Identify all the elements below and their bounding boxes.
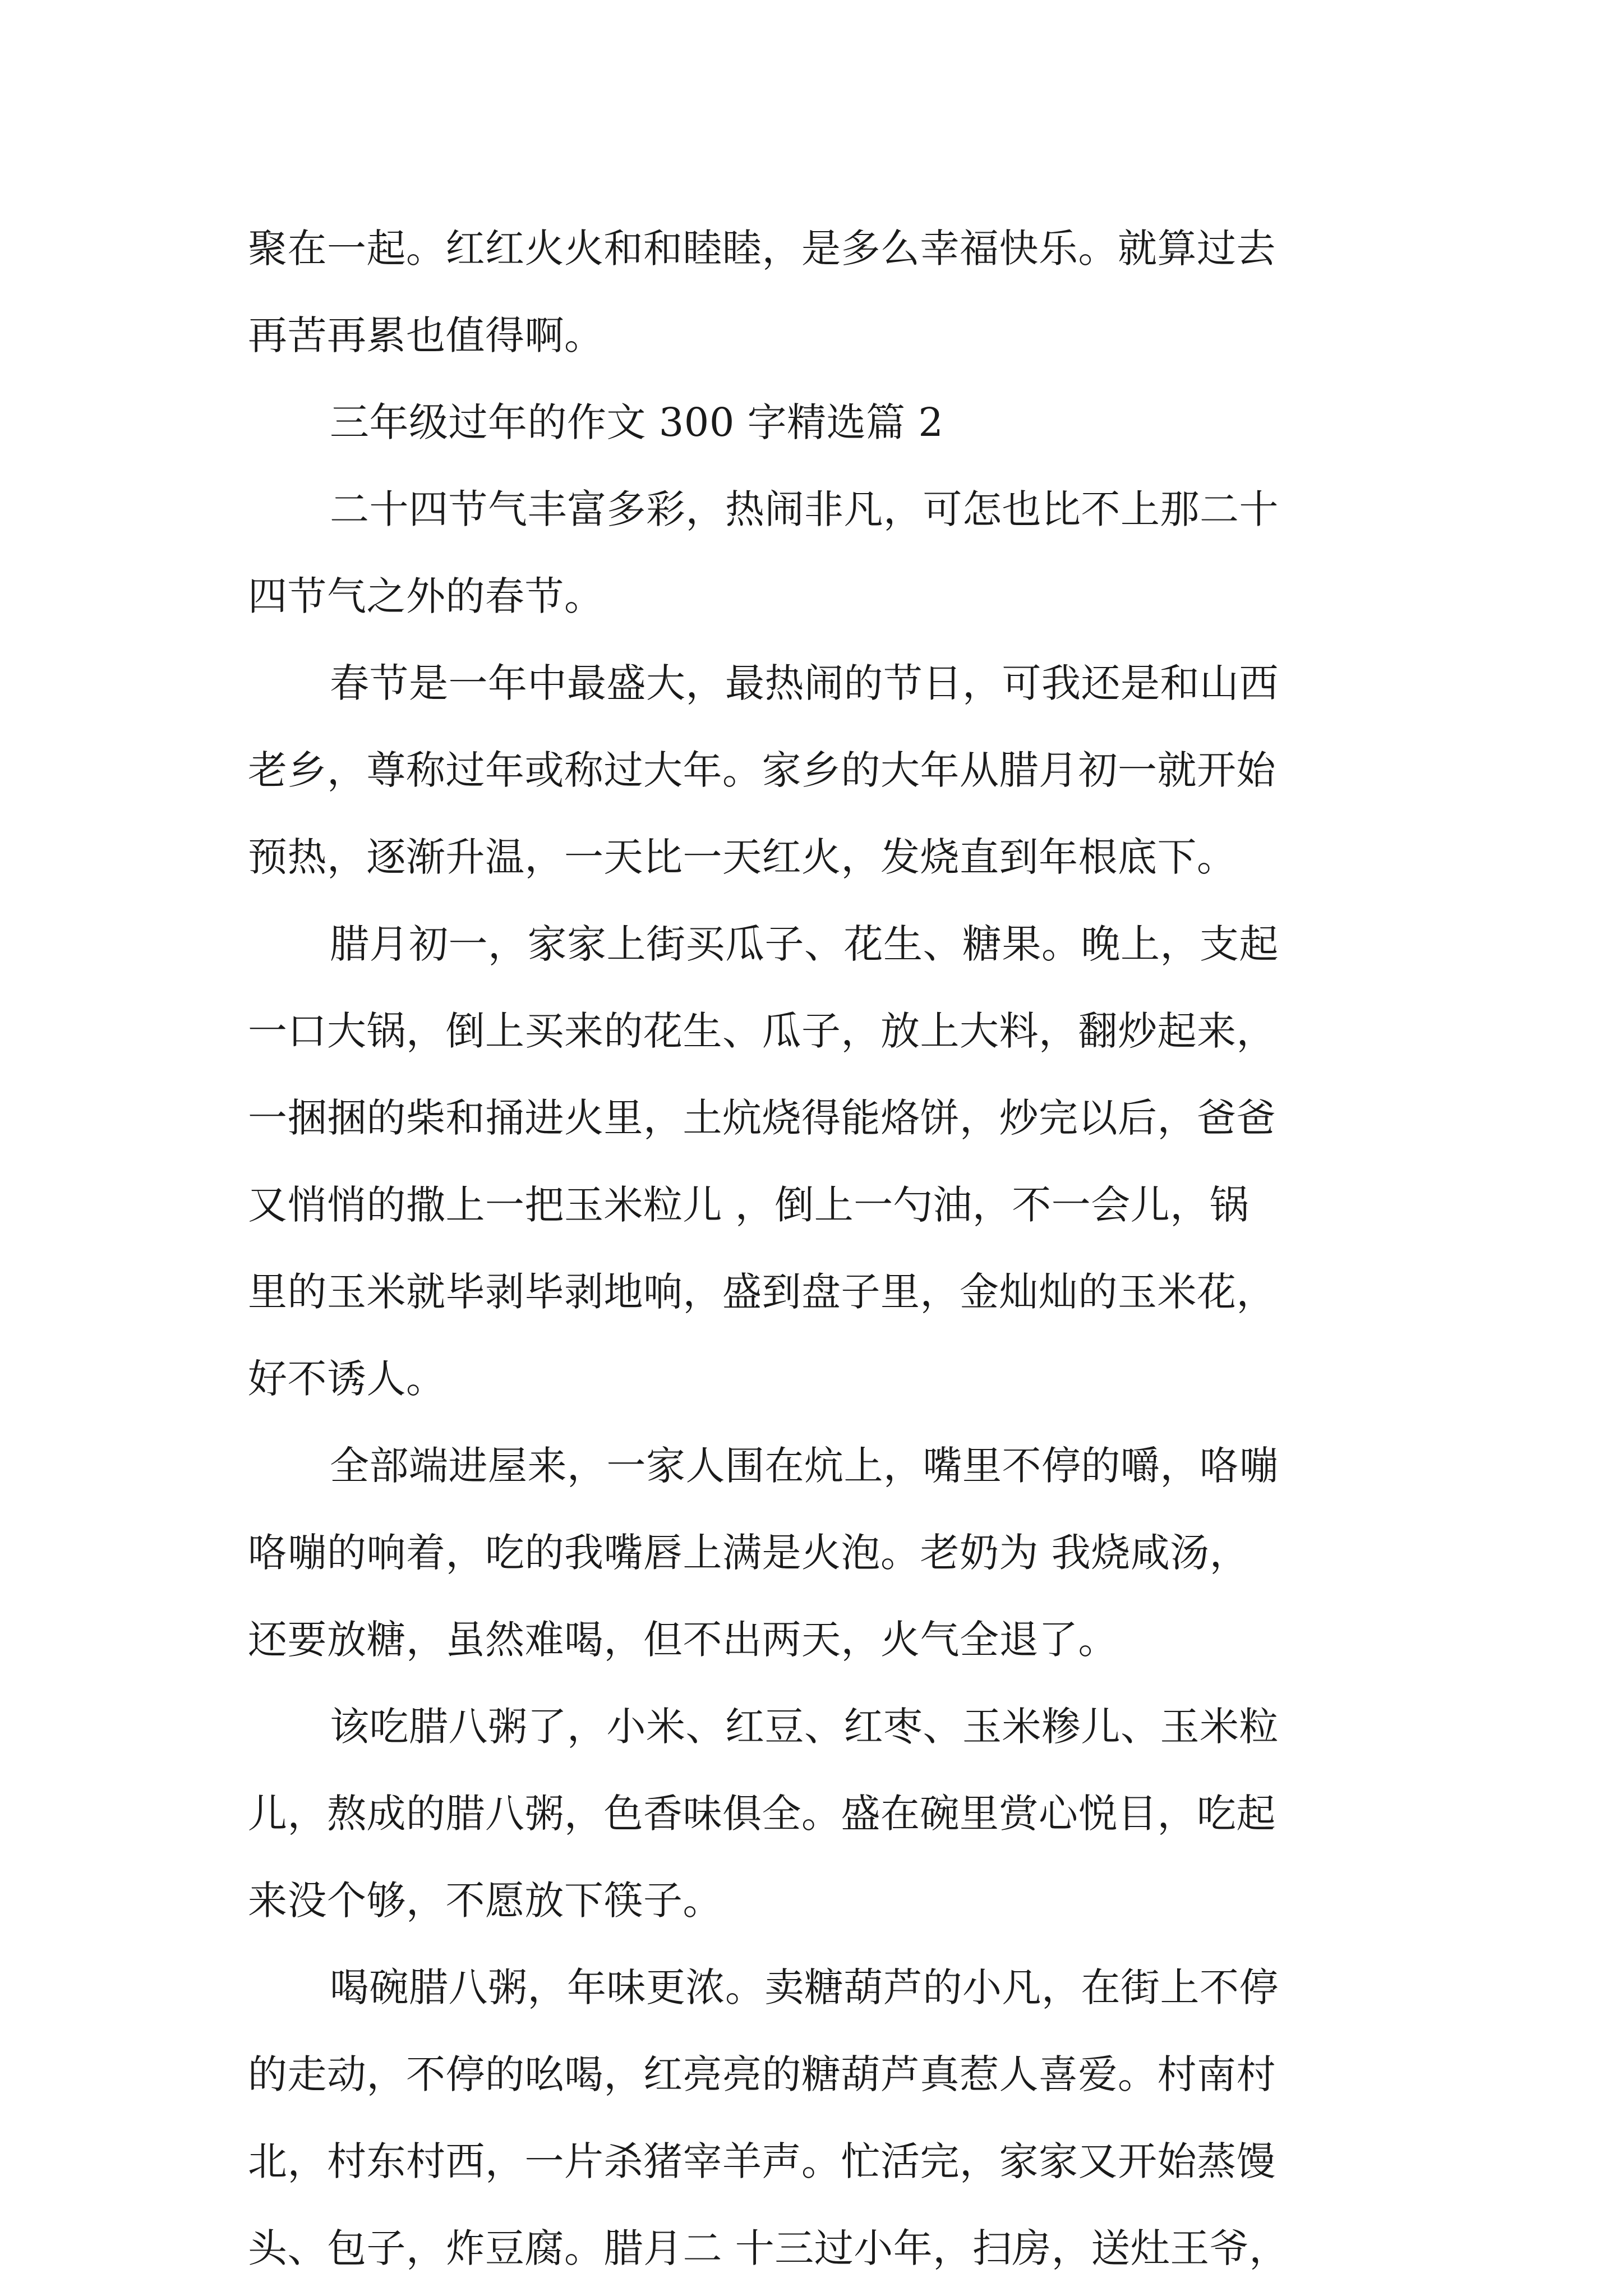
- text-line: 二十四节气丰富多彩，热闹非凡，可怎也比不上那二十: [330, 486, 1279, 532]
- text-line: 春节是一年中最盛大，最热闹的节日，可我还是和山西: [330, 660, 1279, 706]
- paragraph: [248, 640, 1386, 901]
- section-heading: [248, 379, 1386, 466]
- text-line: 喝碗腊八粥，年味更浓。卖糖葫芦的小凡，在街上不停: [330, 1964, 1279, 2010]
- text-line: 腊月初一，家家上街买瓜子、花生、糖果。晚上，支起: [330, 921, 1279, 967]
- paragraph: [248, 901, 1386, 1423]
- text-line: 咯嘣的响着，吃的我嘴唇上满是火泡。老奶为 我烧咸汤，: [248, 1530, 1249, 1576]
- text-line: 老乡，尊称过年或称过大年。家乡的大年从腊月初一就开始: [248, 747, 1276, 793]
- text-line: 北，村东村西，一片杀猪宰羊声。忙活完，家家又开始蒸馒: [248, 2138, 1276, 2184]
- paragraph: [248, 1683, 1386, 1944]
- text-line: 好不诱人。: [248, 1356, 446, 1402]
- text-line: 来没个够，不愿放下筷子。: [248, 1878, 722, 1924]
- text-line: 的走动，不停的吆喝，红亮亮的糖葫芦真惹人喜爱。村南村: [248, 2051, 1276, 2097]
- text-line: 四节气之外的春节。: [248, 573, 604, 619]
- text-line: 聚在一起。红红火火和和睦睦，是多么幸福快乐。就算过去: [248, 226, 1276, 272]
- text-line: 预热，逐渐升温，一天比一天红火，发烧直到年根底下。: [248, 834, 1237, 880]
- paragraph-continuation: [248, 205, 1386, 379]
- text-line: 儿，熬成的腊八粥，色香味俱全。盛在碗里赏心悦目，吃起: [248, 1791, 1276, 1837]
- paragraph: [248, 1423, 1386, 1683]
- text-line: 头、包子，炸豆腐。腊月二 十三过小年，扫房，送灶王爷，: [248, 2225, 1289, 2271]
- paragraph: [248, 1944, 1386, 2292]
- text-line: 里的玉米就毕剥毕剥地响，盛到盘子里，金灿灿的玉米花，: [248, 1269, 1276, 1315]
- text-line: 一口大锅，倒上买来的花生、瓜子，放上大料，翻炒起来，: [248, 1008, 1276, 1054]
- text-line: 全部端进屋来，一家人围在炕上，嘴里不停的嚼，咯嘣: [330, 1443, 1279, 1489]
- text-line: 一捆捆的柴和捅进火里，土炕烧得能烙饼，炒完以后，爸爸: [248, 1095, 1276, 1141]
- paragraph: [248, 466, 1386, 640]
- heading-text: 三年级过年的作文 300 字精选篇 2: [330, 399, 944, 445]
- text-line: 还要放糖，虽然难喝，但不出两天，火气全退了。: [248, 1617, 1118, 1663]
- text-line: 该吃腊八粥了，小米、红豆、红枣、玉米糁儿、玉米粒: [330, 1704, 1279, 1750]
- text-line: 又悄悄的撒上一把玉米粒儿 ，倒上一勺油，不一会儿，锅: [248, 1182, 1249, 1228]
- text-line: 再苦再累也值得啊。: [248, 312, 604, 358]
- document-body: [248, 205, 1386, 2292]
